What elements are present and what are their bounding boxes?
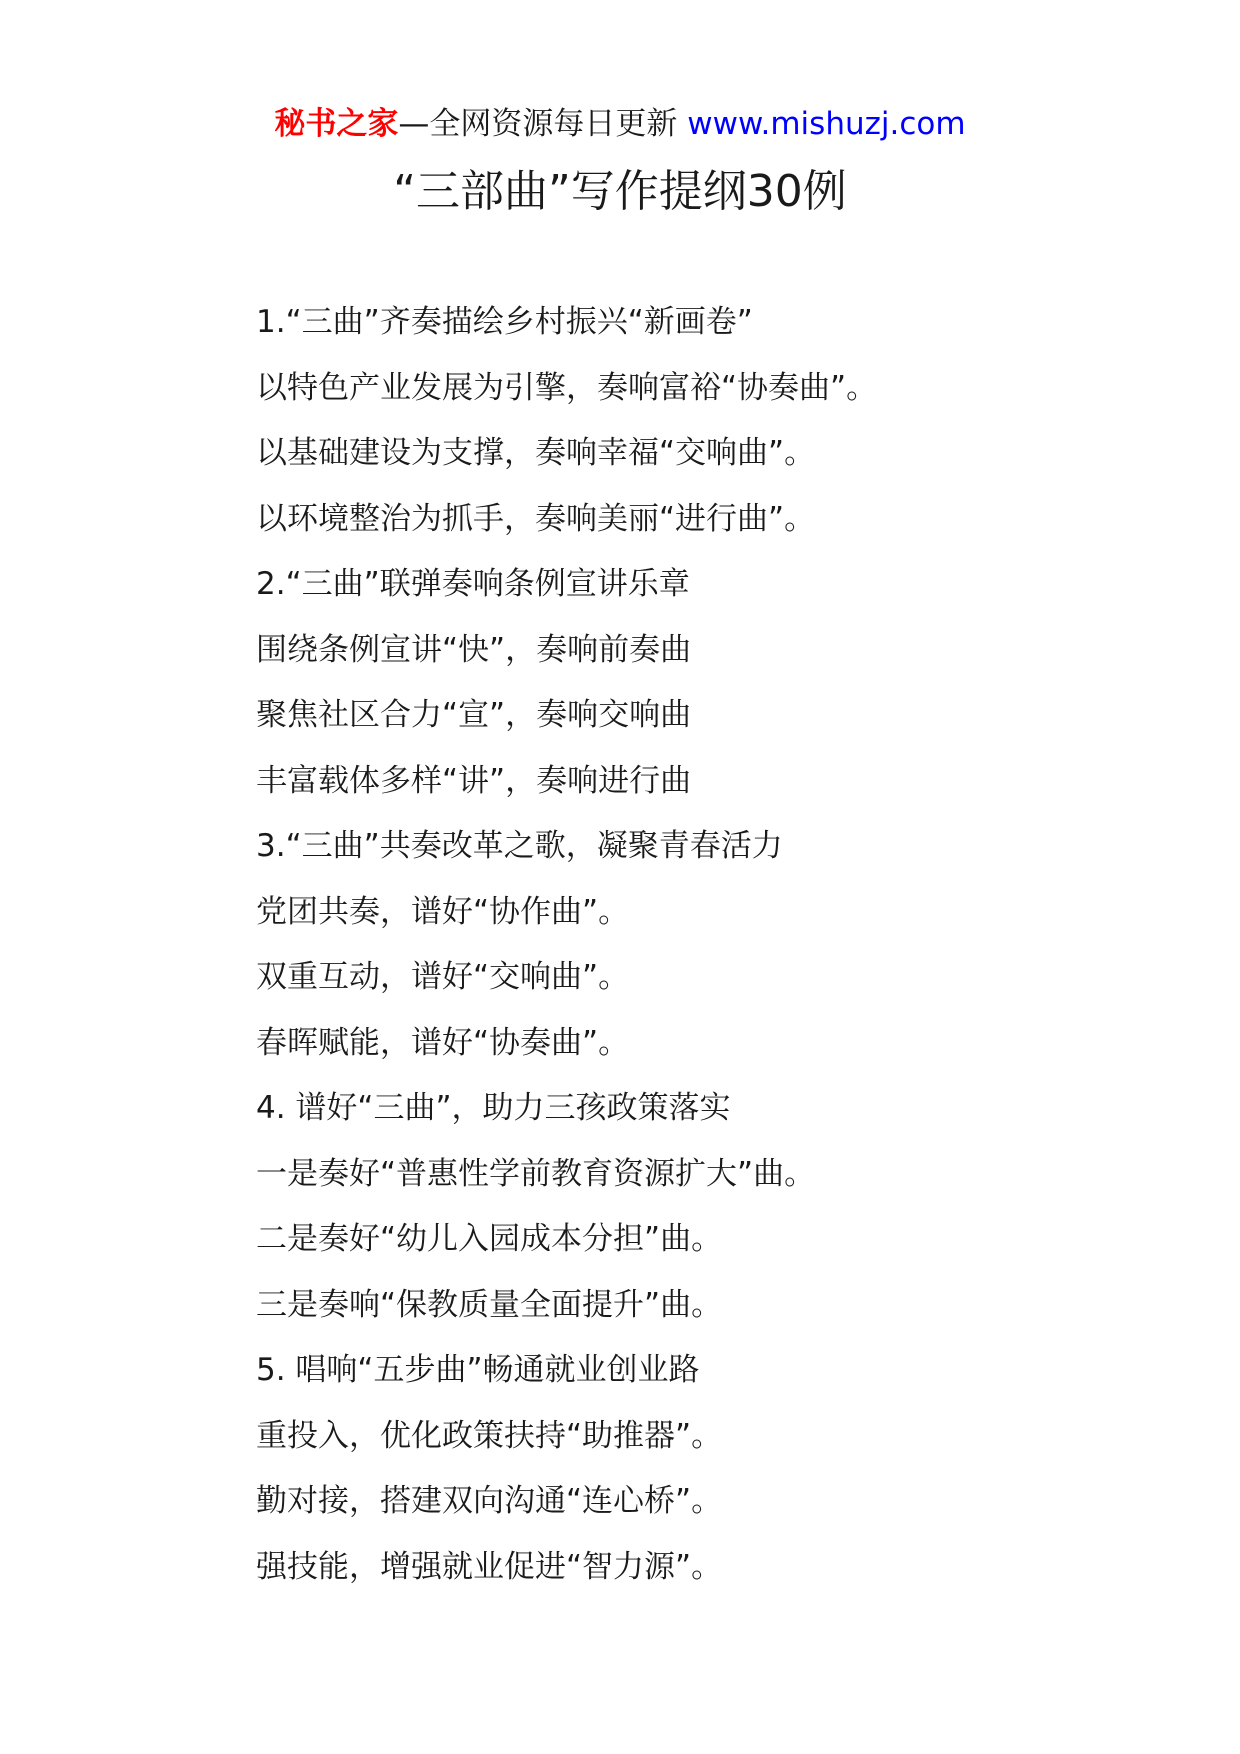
body-line: 二是奏好“幼儿入园成本分担”曲。 bbox=[256, 1221, 723, 1257]
site-url-link[interactable]: www.mishuzj.com bbox=[687, 106, 966, 142]
brand-name: 秘书之家 bbox=[274, 106, 399, 142]
header-tagline: —全网资源每日更新 bbox=[398, 106, 688, 142]
body-line: 以环境整治为抓手，奏响美丽“进行曲”。 bbox=[256, 500, 816, 537]
section-heading-1: 1.“三曲”齐奏描绘乡村振兴“新画卷” bbox=[256, 304, 753, 340]
section-heading-4: 4. 谱好“三曲”，助力三孩政策落实 bbox=[256, 1090, 731, 1126]
body-line: 强技能，增强就业促进“智力源”。 bbox=[256, 1548, 723, 1585]
body-line: 春晖赋能，谱好“协奏曲”。 bbox=[256, 1024, 630, 1061]
site-header bbox=[0, 100, 1240, 148]
body-line: 党团共奏，谱好“协作曲”。 bbox=[256, 893, 630, 930]
document-body bbox=[256, 290, 1216, 1600]
body-line: 聚焦社区合力“宣”，奏响交响曲 bbox=[256, 697, 692, 733]
body-line: 双重互动，谱好“交响曲”。 bbox=[256, 959, 630, 995]
section-heading-3: 3.“三曲”共奏改革之歌，凝聚青春活力 bbox=[256, 828, 783, 864]
body-line: 以特色产业发展为引擎，奏响富裕“协奏曲”。 bbox=[256, 369, 878, 406]
section-heading-5: 5. 唱响“五步曲”畅通就业创业路 bbox=[256, 1352, 700, 1388]
body-line: 围绕条例宣讲“快”，奏响前奏曲 bbox=[256, 631, 692, 668]
body-line: 重投入，优化政策扶持“助推器”。 bbox=[256, 1417, 723, 1454]
body-line: 以基础建设为支撑，奏响幸福“交响曲”。 bbox=[256, 435, 816, 471]
body-line: 三是奏响“保教质量全面提升”曲。 bbox=[256, 1286, 723, 1323]
section-heading-2: 2.“三曲”联弹奏响条例宣讲乐章 bbox=[256, 566, 690, 602]
body-line: 丰富载体多样“讲”，奏响进行曲 bbox=[256, 762, 692, 799]
body-line: 勤对接，搭建双向沟通“连心桥”。 bbox=[256, 1483, 723, 1519]
body-line: 一是奏好“普惠性学前教育资源扩大”曲。 bbox=[256, 1155, 816, 1192]
document-title: “三部曲”写作提纲30例 bbox=[393, 166, 847, 217]
